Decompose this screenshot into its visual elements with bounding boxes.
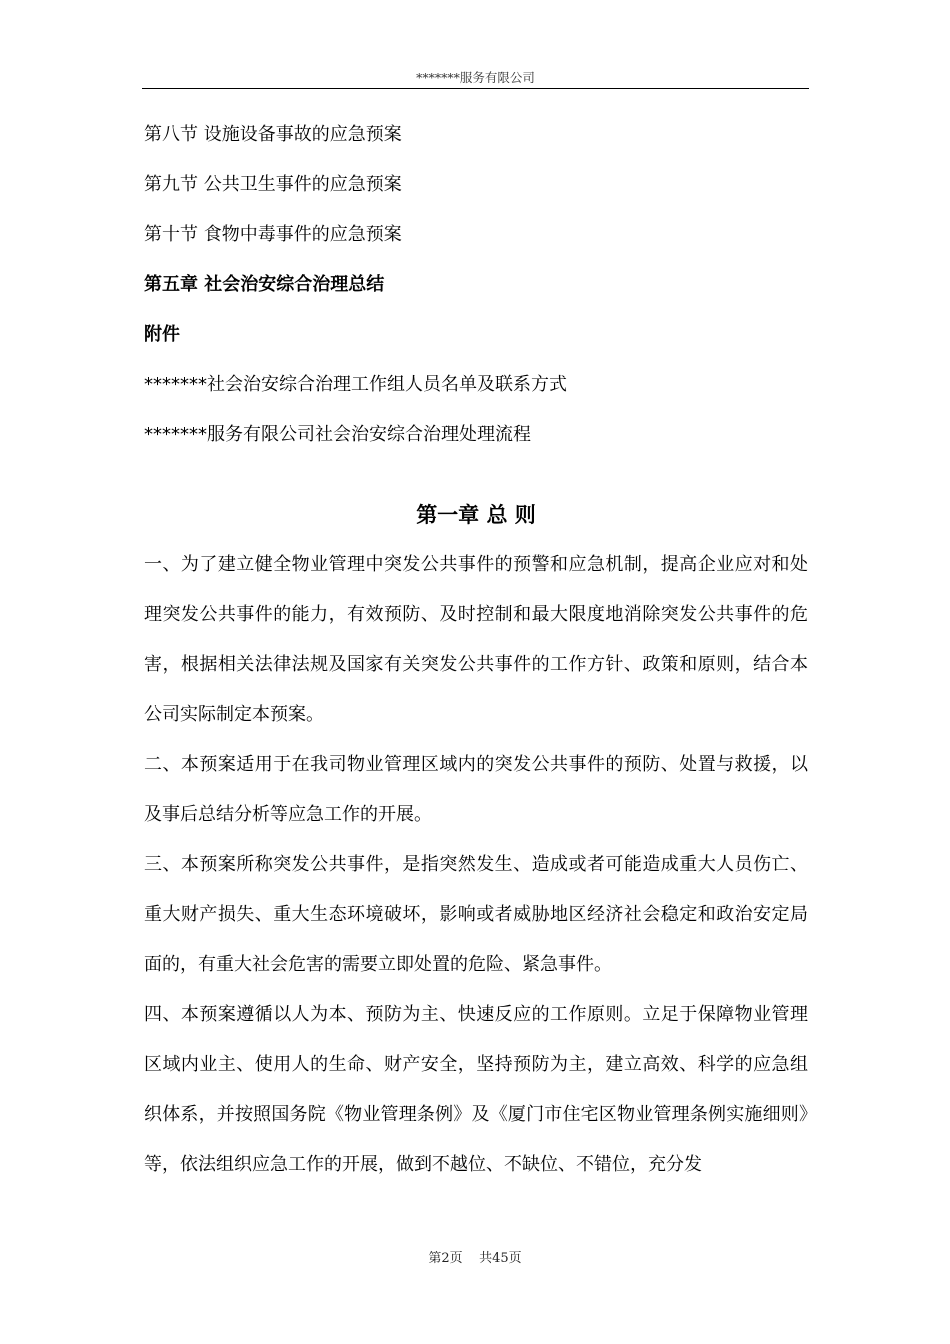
chapter-title: 第一章 总 则 [416, 503, 536, 527]
paragraph: 四、本预案遵循以人为本、预防为主、快速反应的工作原则。立足于保障物业管理区域内业主、使用人的生命、财产安全，坚持预防为主，建立高效、科学的应急组织体系，并按照国务院《物业管理条例》及《厦门市住宅区物业管理条例实施细则》等，依法组织应急工作的开展，做到不越位、不缺位、不错位，充分发 [144, 1004, 808, 1175]
page-header [142, 70, 809, 89]
document-body [144, 110, 808, 1190]
toc-item: 第九节 公共卫生事件的应急预案 [144, 174, 402, 195]
toc-item: *******服务有限公司社会治安综合治理处理流程 [144, 424, 531, 445]
page-total: 共45页 [479, 1251, 522, 1266]
toc-appendix-heading: 附件 [144, 324, 180, 345]
paragraph: 二、本预案适用于在我司物业管理区域内的突发公共事件的预防、处置与救援，以及事后总结分析等应急工作的开展。 [144, 754, 808, 825]
toc-chapter-item: 第五章 社会治安综合治理总结 [144, 274, 385, 295]
paragraph: 一、为了建立健全物业管理中突发公共事件的预警和应急机制，提高企业应对和处理突发公共事件的能力，有效预防、及时控制和最大限度地消除突发公共事件的危害，根据相关法律法规及国家有关突发公共事件的工作方针、政策和原则，结合本公司实际制定本预案。 [144, 554, 808, 725]
paragraph: 三、本预案所称突发公共事件，是指突然发生、造成或者可能造成重大人员伤亡、重大财产损失、重大生态环境破坏，影响或者威胁地区经济社会稳定和政治安定局面的，有重大社会危害的需要立即处置的危险、紧急事件。 [144, 854, 808, 975]
toc-item: 第八节 设施设备事故的应急预案 [144, 124, 402, 145]
chapter-body [144, 540, 808, 1190]
header-company-name: *******服务有限公司 [416, 70, 535, 85]
toc-item: *******社会治安综合治理工作组人员名单及联系方式 [144, 374, 567, 395]
toc-list [144, 110, 808, 460]
toc-item: 第十节 食物中毒事件的应急预案 [144, 224, 402, 245]
page-number: 第2页 [428, 1251, 463, 1266]
page-footer [0, 1247, 950, 1266]
